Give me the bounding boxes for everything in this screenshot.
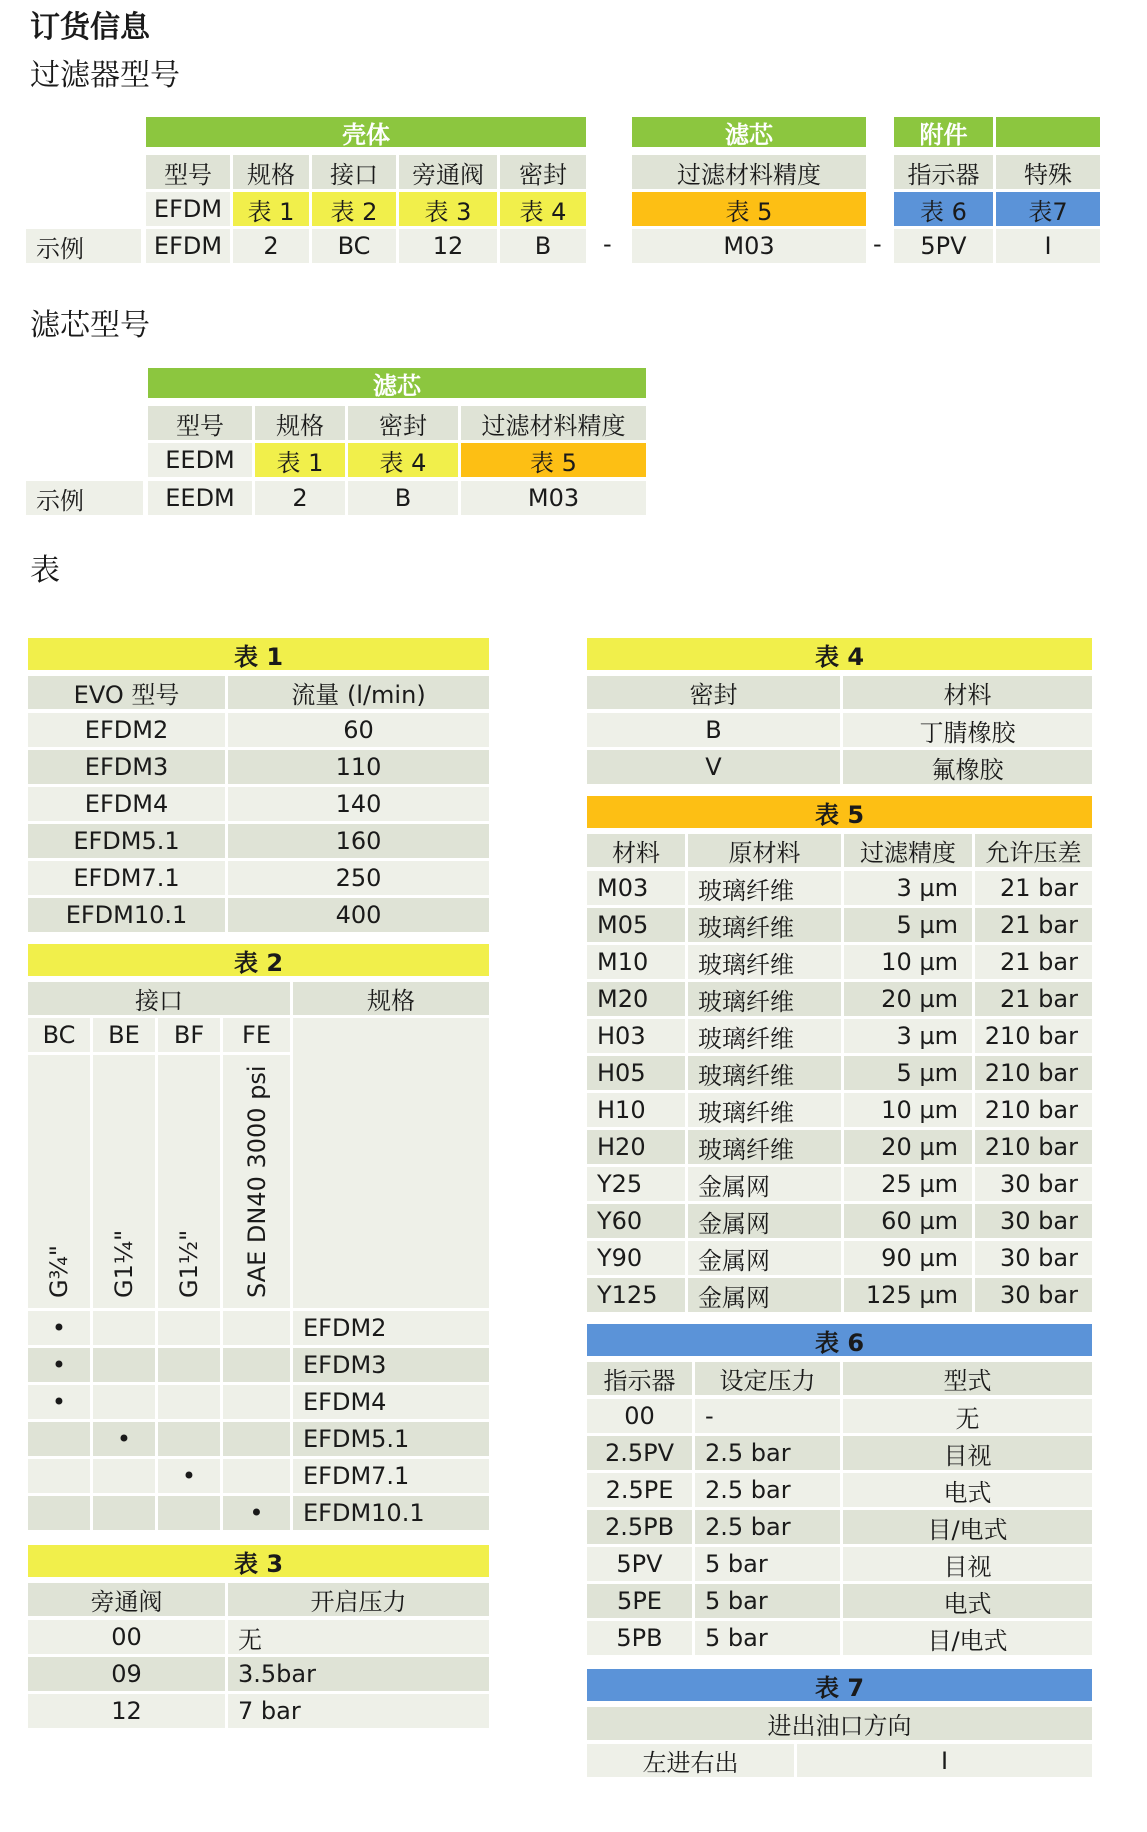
table5-cell: Y90 — [587, 1241, 685, 1275]
table2-port-cell — [223, 1459, 290, 1493]
table5-cell: 金属网 — [688, 1278, 841, 1312]
table5-cell: M05 — [587, 908, 685, 942]
element-model-heading: 滤芯型号 — [30, 308, 150, 343]
example-model: EFDM — [146, 229, 230, 263]
table5-header: 材料 — [587, 834, 685, 867]
table5-cell: 玻璃纤维 — [688, 908, 841, 942]
label-media: 过滤材料精度 — [632, 155, 866, 189]
table6-cell: 无 — [843, 1399, 1092, 1433]
table6-cell: 2.5PE — [587, 1473, 692, 1507]
el-label-media: 过滤材料精度 — [461, 406, 646, 440]
table5-cell: 玻璃纤维 — [688, 1093, 841, 1127]
example-seal: B — [500, 229, 586, 263]
example-media: M03 — [632, 229, 866, 263]
table3-cell: 无 — [228, 1620, 489, 1654]
table5-cell: 21 bar — [975, 908, 1092, 942]
el-ref-table5: 表 5 — [461, 443, 646, 477]
table1-cell: EFDM5.1 — [28, 824, 225, 858]
el-label-model: 型号 — [148, 406, 252, 440]
table5-cell: 金属网 — [688, 1204, 841, 1238]
page-title: 订货信息 — [30, 10, 150, 45]
el-example-media: M03 — [461, 481, 646, 515]
table6-cell: 00 — [587, 1399, 692, 1433]
tables-heading: 表 — [30, 553, 60, 588]
table6-header: 设定压力 — [695, 1362, 840, 1395]
table3-cell: 7 bar — [228, 1694, 489, 1728]
table5-cell: 5 µm — [844, 908, 972, 942]
table1-header: 流量 (l/min) — [228, 676, 489, 709]
table1-cell: EFDM10.1 — [28, 898, 225, 932]
table2-port-cell — [158, 1385, 220, 1419]
table1-cell: EFDM3 — [28, 750, 225, 784]
table6-cell: - — [695, 1399, 840, 1433]
table1-cell: 400 — [228, 898, 489, 932]
table5-cell: H05 — [587, 1056, 685, 1090]
label-bypass: 旁通阀 — [399, 155, 497, 189]
table6-cell: 目/电式 — [843, 1621, 1092, 1655]
table2-size-cell: EFDM2 — [293, 1311, 489, 1345]
group-accessory: 附件 — [894, 117, 993, 147]
table1-cell: 140 — [228, 787, 489, 821]
table5-cell: 21 bar — [975, 945, 1092, 979]
el-example-size: 2 — [255, 481, 345, 515]
table2-bullet: • — [223, 1496, 290, 1530]
table5-cell: 金属网 — [688, 1241, 841, 1275]
table6-cell: 5PE — [587, 1584, 692, 1618]
port-code-bf: BF — [158, 1018, 220, 1052]
table1-cell: EFDM2 — [28, 713, 225, 747]
table3-header: 开启压力 — [228, 1583, 489, 1616]
table5-title: 表 5 — [587, 796, 1092, 828]
table1-cell: 110 — [228, 750, 489, 784]
table2-bullet: • — [28, 1348, 90, 1382]
table5-cell: 210 bar — [975, 1130, 1092, 1164]
table2-bullet: • — [158, 1459, 220, 1493]
table5-cell: 20 µm — [844, 982, 972, 1016]
ref-table5: 表 5 — [632, 192, 866, 226]
table2-port-cell — [223, 1422, 290, 1456]
table1-cell: EFDM4 — [28, 787, 225, 821]
table1-title: 表 1 — [28, 638, 489, 670]
table2-header-port: 接口 — [28, 982, 290, 1015]
table5-cell: 3 µm — [844, 1019, 972, 1053]
table6-header: 型式 — [843, 1362, 1092, 1395]
table6-cell: 2.5 bar — [695, 1436, 840, 1470]
el-example-seal: B — [348, 481, 458, 515]
table3-cell: 00 — [28, 1620, 225, 1654]
table3-cell: 09 — [28, 1657, 225, 1691]
table5-cell: 30 bar — [975, 1167, 1092, 1201]
el-ref-table1: 表 1 — [255, 443, 345, 477]
table2-port-cell — [93, 1348, 155, 1382]
table5-cell: H10 — [587, 1093, 685, 1127]
example-special: I — [996, 229, 1100, 263]
el-example-model: EEDM — [148, 481, 252, 515]
table2-size-cell: EFDM3 — [293, 1348, 489, 1382]
group-element: 滤芯 — [632, 117, 866, 147]
table5-cell: M03 — [587, 871, 685, 905]
table2-port-cell — [158, 1496, 220, 1530]
table1-cell: EFDM7.1 — [28, 861, 225, 895]
table2-port-cell — [93, 1311, 155, 1345]
port-code-be: BE — [93, 1018, 155, 1052]
el-ref-table4: 表 4 — [348, 443, 458, 477]
table2-header-size: 规格 — [293, 982, 489, 1015]
table4-cell: 氟橡胶 — [843, 750, 1092, 784]
table2-port-cell — [158, 1422, 220, 1456]
table5-cell: 玻璃纤维 — [688, 1019, 841, 1053]
table5-cell: 60 µm — [844, 1204, 972, 1238]
table5-cell: 25 µm — [844, 1167, 972, 1201]
table2-port-cell — [93, 1496, 155, 1530]
table2-size-cell: EFDM7.1 — [293, 1459, 489, 1493]
table6-cell: 2.5PV — [587, 1436, 692, 1470]
table2-port-cell — [223, 1348, 290, 1382]
table5-cell: 3 µm — [844, 871, 972, 905]
table6-title: 表 6 — [587, 1324, 1092, 1356]
ref-model: EFDM — [146, 192, 230, 226]
table5-cell: 21 bar — [975, 982, 1092, 1016]
table2-size-cell: EFDM4 — [293, 1385, 489, 1419]
ref-table7: 表7 — [996, 192, 1100, 226]
table2-port-cell — [28, 1422, 90, 1456]
table1-cell: 160 — [228, 824, 489, 858]
thread-bf — [158, 1055, 220, 1308]
example-indicator: 5PV — [894, 229, 993, 263]
table5-cell: 210 bar — [975, 1056, 1092, 1090]
table7-header: 进出油口方向 — [587, 1707, 1092, 1740]
table5-cell: 10 µm — [844, 1093, 972, 1127]
table5-cell: 30 bar — [975, 1241, 1092, 1275]
table2-title: 表 2 — [28, 944, 489, 976]
table5-header: 原材料 — [688, 834, 841, 867]
table3-cell: 12 — [28, 1694, 225, 1728]
table6-cell: 目视 — [843, 1436, 1092, 1470]
example-bypass: 12 — [399, 229, 497, 263]
table4-cell: V — [587, 750, 840, 784]
table5-cell: 210 bar — [975, 1093, 1092, 1127]
table6-cell: 2.5PB — [587, 1510, 692, 1544]
table3-header: 旁通阀 — [28, 1583, 225, 1616]
table2-port-cell — [93, 1459, 155, 1493]
table2-port-cell — [28, 1496, 90, 1530]
table6-cell: 电式 — [843, 1584, 1092, 1618]
table5-cell: 21 bar — [975, 871, 1092, 905]
table6-cell: 5PB — [587, 1621, 692, 1655]
table2-size-cell: EFDM10.1 — [293, 1496, 489, 1530]
table4-header: 材料 — [843, 676, 1092, 709]
table2-port-cell — [93, 1385, 155, 1419]
example-size: 2 — [233, 229, 309, 263]
table2-size-cell: EFDM5.1 — [293, 1422, 489, 1456]
separator-dash: - — [873, 230, 882, 258]
table2-port-cell — [158, 1311, 220, 1345]
table5-cell: 210 bar — [975, 1019, 1092, 1053]
table6-cell: 5 bar — [695, 1584, 840, 1618]
table6-cell: 5PV — [587, 1547, 692, 1581]
separator-dash: - — [603, 230, 612, 258]
table1-cell: 60 — [228, 713, 489, 747]
table5-cell: 玻璃纤维 — [688, 982, 841, 1016]
table5-cell: 5 µm — [844, 1056, 972, 1090]
el-label-seal: 密封 — [348, 406, 458, 440]
table1-header: EVO 型号 — [28, 676, 225, 709]
table2-port-cell — [28, 1459, 90, 1493]
table7-title: 表 7 — [587, 1669, 1092, 1701]
table7-cell: I — [797, 1744, 1092, 1777]
group-accessory-blank — [996, 117, 1100, 147]
table5-cell: 玻璃纤维 — [688, 871, 841, 905]
table5-cell: M20 — [587, 982, 685, 1016]
table5-cell: 125 µm — [844, 1278, 972, 1312]
table5-cell: Y125 — [587, 1278, 685, 1312]
el-ref-model: EEDM — [148, 443, 252, 477]
table5-cell: 金属网 — [688, 1167, 841, 1201]
thread-text: G1½" — [175, 1229, 203, 1298]
table5-cell: 10 µm — [844, 945, 972, 979]
table5-cell: Y25 — [587, 1167, 685, 1201]
table2-bullet: • — [93, 1422, 155, 1456]
label-indicator: 指示器 — [894, 155, 993, 189]
example-port: BC — [312, 229, 396, 263]
group-housing: 壳体 — [146, 117, 586, 147]
thread-text: G¾" — [45, 1245, 73, 1298]
table6-header: 指示器 — [587, 1362, 692, 1395]
thread-bc — [28, 1055, 90, 1308]
table2-port-cell — [158, 1348, 220, 1382]
label-port: 接口 — [312, 155, 396, 189]
table4-header: 密封 — [587, 676, 840, 709]
example-label: 示例 — [26, 229, 141, 263]
ref-table1: 表 1 — [233, 192, 309, 226]
filter-model-heading: 过滤器型号 — [30, 58, 180, 93]
el-label-size: 规格 — [255, 406, 345, 440]
table5-cell: 30 bar — [975, 1204, 1092, 1238]
table3-cell: 3.5bar — [228, 1657, 489, 1691]
label-special: 特殊 — [996, 155, 1100, 189]
port-code-fe: FE — [223, 1018, 290, 1052]
table6-cell: 电式 — [843, 1473, 1092, 1507]
ref-table3: 表 3 — [399, 192, 497, 226]
table6-cell: 5 bar — [695, 1547, 840, 1581]
table2-size-blank — [293, 1018, 489, 1308]
table5-header: 过滤精度 — [844, 834, 972, 867]
table7-cell: 左进右出 — [587, 1744, 794, 1777]
thread-fe — [223, 1055, 290, 1308]
table5-cell: 30 bar — [975, 1278, 1092, 1312]
table2-bullet: • — [28, 1385, 90, 1419]
label-size: 规格 — [233, 155, 309, 189]
table5-cell: H20 — [587, 1130, 685, 1164]
table3-title: 表 3 — [28, 1545, 489, 1577]
el-example-label: 示例 — [26, 481, 143, 515]
table6-cell: 目/电式 — [843, 1510, 1092, 1544]
table6-cell: 5 bar — [695, 1621, 840, 1655]
table5-cell: Y60 — [587, 1204, 685, 1238]
port-code-bc: BC — [28, 1018, 90, 1052]
table5-cell: 90 µm — [844, 1241, 972, 1275]
table2-bullet: • — [28, 1311, 90, 1345]
table5-cell: 20 µm — [844, 1130, 972, 1164]
table5-cell: 玻璃纤维 — [688, 945, 841, 979]
table4-cell: 丁腈橡胶 — [843, 713, 1092, 747]
table6-cell: 2.5 bar — [695, 1473, 840, 1507]
table4-cell: B — [587, 713, 840, 747]
thread-text: SAE DN40 3000 psi — [242, 1065, 271, 1298]
thread-be — [93, 1055, 155, 1308]
table2-port-cell — [223, 1385, 290, 1419]
table1-cell: 250 — [228, 861, 489, 895]
ref-table6: 表 6 — [894, 192, 993, 226]
element-group: 滤芯 — [148, 368, 646, 398]
label-model: 型号 — [146, 155, 230, 189]
ref-table2: 表 2 — [312, 192, 396, 226]
table6-cell: 目视 — [843, 1547, 1092, 1581]
table4-title: 表 4 — [587, 638, 1092, 670]
table5-cell: H03 — [587, 1019, 685, 1053]
ref-table4: 表 4 — [500, 192, 586, 226]
table2-port-cell — [223, 1311, 290, 1345]
thread-text: G1¼" — [110, 1229, 138, 1298]
table5-cell: 玻璃纤维 — [688, 1056, 841, 1090]
table6-cell: 2.5 bar — [695, 1510, 840, 1544]
label-seal: 密封 — [500, 155, 586, 189]
table5-header: 允许压差 — [975, 834, 1092, 867]
table5-cell: M10 — [587, 945, 685, 979]
table5-cell: 玻璃纤维 — [688, 1130, 841, 1164]
